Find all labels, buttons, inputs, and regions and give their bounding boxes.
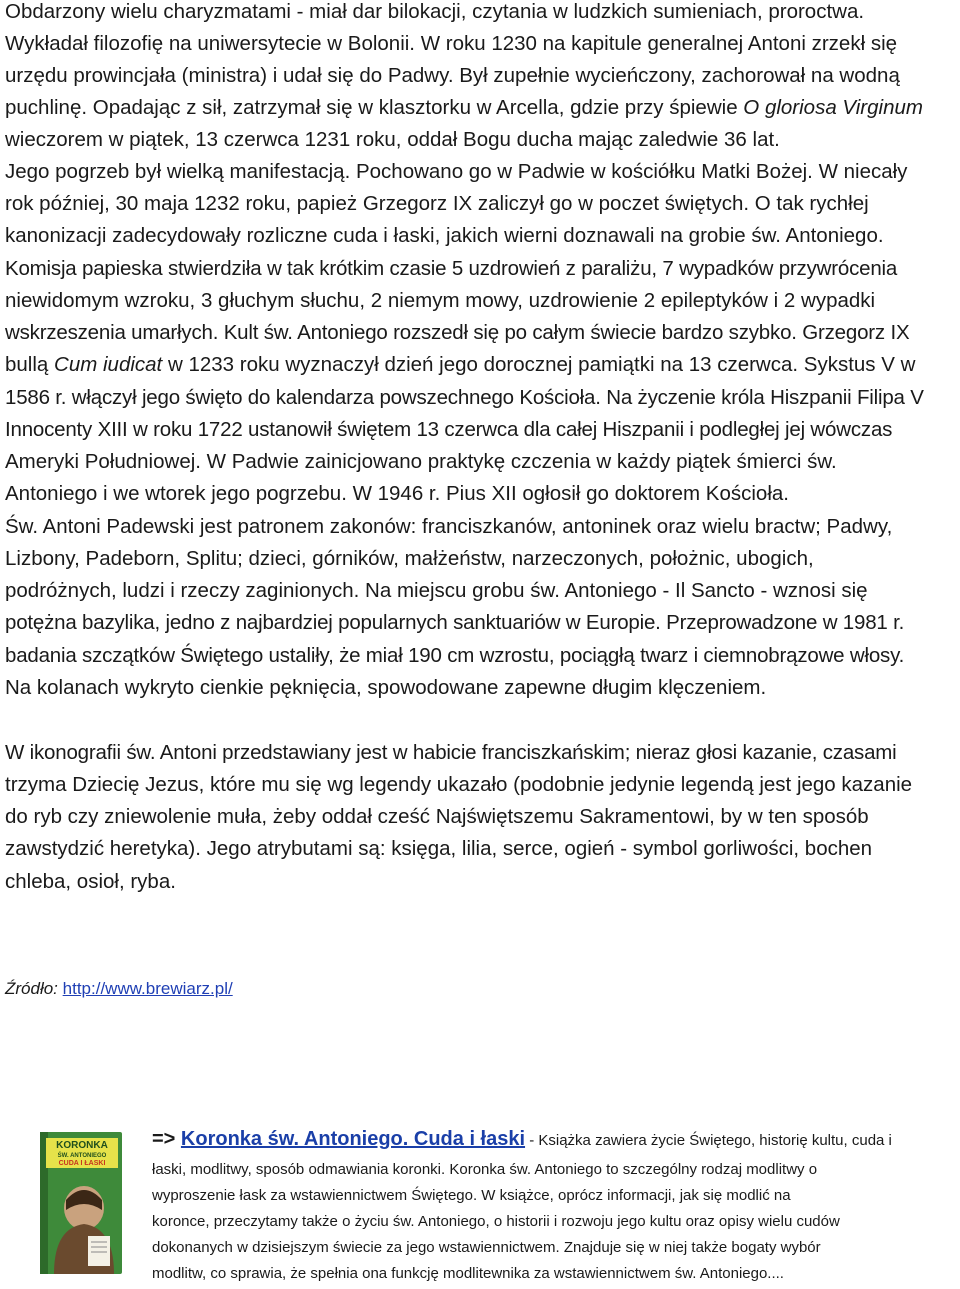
article-line-7: rok później, 30 maja 1232 roku, papież Grzegorz IX zaliczył go w poczet świętych. O tak rychłej (5, 192, 869, 215)
article-line-13: 1586 r. włączył jego święto do kalendarza powszechnego Kościoła. Na życzenie króla Hiszpanii Filipa V (5, 386, 924, 409)
iconography-line-4: zawstydzić heretyka). Jego atrybutami są: księga, lilia, serce, ogień - symbol gorliwości, bochen (5, 837, 873, 860)
book-cover-title-1: KORONKA (56, 1140, 108, 1151)
book-line-4: koronce, przeczytamy także o życiu św. Antoniego, o historii i rozwoju jego kultu oraz opisy wielu cudów (152, 1213, 840, 1230)
article-line-3: urzędu prowincjała (ministra) i udał się do Padwy. Był zupełnie wycieńczony, zachorował na wodną (5, 64, 900, 87)
article-line-19: podróżnych, ludzi i rzeczy zaginionych. Na miejscu grobu św. Antoniego - Il Sancto - wznosi się (5, 579, 868, 602)
article-line-12 (5, 353, 915, 377)
article-line-15: Ameryki Południowej. W Padwie zainicjowano praktykę czczenia w każdy piątek śmierci św. (5, 450, 837, 473)
book-cover-title-2: ŚW. ANTONIEGO (57, 1153, 107, 1159)
iconography-line-3: do ryb czy zniewolenie muła, żeby oddał cześć Najświętszemu Sakramentowi, by w ten sposób (5, 805, 869, 828)
iconography-line-5: chleba, osioł, ryba. (5, 870, 176, 893)
book-cover-title-3: CUDA I ŁASKI (58, 1160, 106, 1167)
book-cover-image[interactable] (32, 1128, 127, 1278)
article-line-5: wieczorem w piątek, 13 czerwca 1231 roku, oddał Bogu ducha mając zaledwie 36 lat. (5, 128, 780, 151)
article-line-1: Obdarzony wielu charyzmatami - miał dar bilokacji, czytania w ludzkich sumieniach, proroctwa. (5, 0, 865, 23)
article-line-21: badania szczątków Świętego ustaliły, że miał 190 cm wzrostu, pociągłą twarz i ciemnobrązowe włosy. (5, 644, 905, 667)
article-line-12-rest: w 1233 roku wyznaczył dzień jego dorocznej pamiątki na 13 czerwca. Sykstus V w (162, 353, 916, 376)
iconography-line-2: trzyma Dziecię Jezus, które mu się wg legendy ukazało (podobnie jedynie legendą jest jego kazanie (5, 773, 913, 796)
book-cover-art (32, 1128, 127, 1278)
book-title-link[interactable]: Koronka św. Antoniego. Cuda i łaski (180, 1128, 526, 1150)
article-line-17: Św. Antoni Padewski jest patronem zakonów: franciszkanów, antoninek oraz wielu bractw; Padwy, (5, 515, 893, 538)
article-line-9: Komisja papieska stwierdziła w tak krótkim czasie 5 uzdrowień z paraliżu, 7 wypadków przywrócenia (5, 257, 898, 280)
book-line-1 (152, 1129, 892, 1151)
article-line-18: Lizbony, Padeborn, Splitu; dzieci, górników, małżeństw, narzeczonych, położnic, ubogich, (5, 547, 814, 570)
article-line-20: potężna bazylika, jedno z najbardziej popularnych sanktuariów w Europie. Przeprowadzone w 1981 r. (5, 611, 905, 634)
italic-o-gloriosa: O gloriosa Virginum (743, 96, 923, 119)
article-line-22: Na kolanach wykryto cienkie pęknięcia, spowodowane zapewne długim klęczeniem. (5, 676, 767, 699)
article-line-16: Antoniego i we wtorek jego pogrzebu. W 1946 r. Pius XII ogłosił go doktorem Kościoła. (5, 482, 789, 505)
book-line-3: wyproszenie łask za wstawiennictwem Świętego. W książce, oprócz informacji, jak się modlić na (152, 1187, 791, 1204)
arrow-marker: => (152, 1128, 181, 1150)
article-line-8: kanonizacji zadecydowały rozliczne cuda i łaski, jakich wierni doznawali na grobie św. Antoniego. (5, 224, 884, 247)
source-line (5, 977, 233, 1001)
article-line-2: Wykładał filozofię na uniwersytecie w Bolonii. W roku 1230 na kapitule generalnej Antoni zrzekł się (5, 32, 898, 55)
book-line-6: modlitw, co sprawia, że spełnia ona funkcję modlitewnika za wstawiennictwem św. Antoniego.... (152, 1265, 784, 1282)
article-line-14: Innocenty XIII w roku 1722 ustanowił świętem 13 czerwca dla całej Hiszpanii i podległej jej wówczas (5, 418, 893, 441)
article-line-11: wskrzeszenia umarłych. Kult św. Antoniego rozszedł się po całym świecie bardzo szybko. Grzegorz IX (5, 321, 910, 344)
article-line-4-text: puchlinę. Opadając z sił, zatrzymał się w klasztorku w Arcella, gdzie przy śpiewie (5, 96, 744, 119)
iconography-line-1: W ikonografii św. Antoni przedstawiany jest w habicie franciszkańskim; nieraz głosi kazanie, czasami (5, 741, 897, 764)
source-label: Źródło: (5, 979, 63, 998)
italic-cum-iudicat: Cum iudicat (54, 353, 163, 376)
book-line-2: łaski, modlitwy, sposób odmawiania koronki. Koronka św. Antoniego to szczególny rodzaj modlitwy o (152, 1161, 818, 1178)
article-line-10: niewidomym wzroku, 3 głuchym słuchu, 2 niemym mowy, uzdrowienie 2 epileptyków i 2 wypadki (5, 289, 876, 312)
article-line-6: Jego pogrzeb był wielką manifestacją. Pochowano go w Padwie w kościółku Matki Bożej. W niecały (5, 160, 908, 183)
book-line-5: dokonanych w dzisiejszym świecie za jego wstawiennictwem. Znajduje się w niej także bogaty wybór (152, 1239, 821, 1256)
article-line-4 (5, 96, 923, 120)
source-link[interactable]: http://www.brewiarz.pl/ (62, 979, 233, 998)
book-desc-first: - Książka zawiera życie Świętego, historię kultu, cuda i (525, 1132, 892, 1149)
article-line-12-text: bullą (5, 353, 55, 376)
